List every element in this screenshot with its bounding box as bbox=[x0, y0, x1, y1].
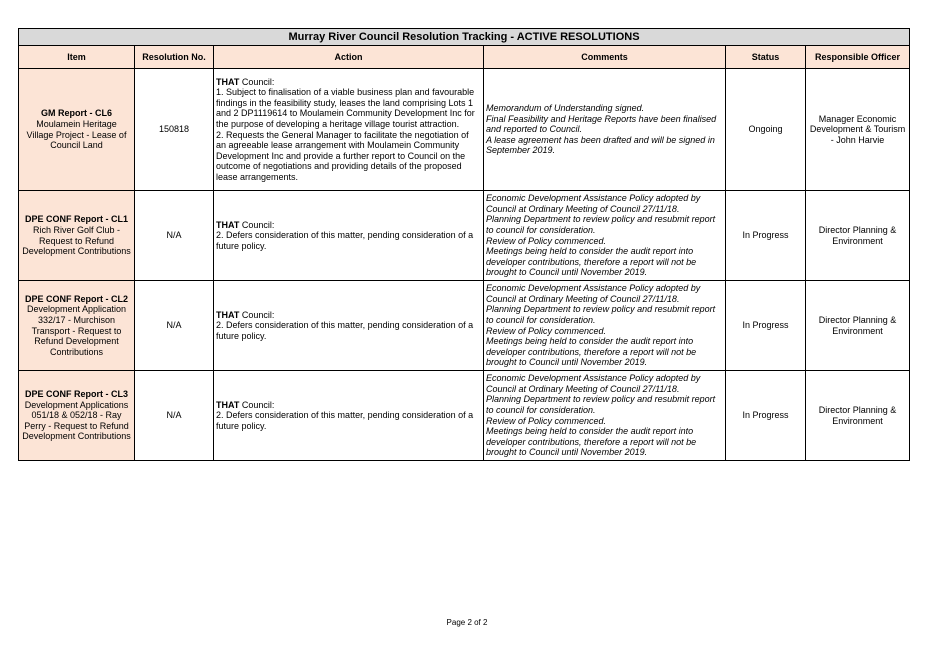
comment-line: Memorandum of Understanding signed. bbox=[486, 103, 645, 114]
item-cell bbox=[19, 191, 135, 281]
table-row bbox=[19, 281, 910, 371]
item-title: GM Report - CL6 bbox=[41, 108, 112, 119]
comments-cell bbox=[484, 281, 726, 371]
status-value: In Progress bbox=[726, 371, 806, 461]
responsible-officer: Director Planning & Environment bbox=[806, 191, 910, 281]
action-lead: THAT bbox=[216, 219, 240, 230]
action-line: 2. Defers consideration of this matter, pending consideration of a future policy. bbox=[216, 320, 474, 341]
column-header-status: Status bbox=[726, 46, 806, 69]
action-lead-rest: Council: bbox=[239, 309, 275, 320]
status-value: In Progress bbox=[726, 191, 806, 281]
item-cell bbox=[19, 281, 135, 371]
column-header-resolution: Resolution No. bbox=[135, 46, 214, 69]
action-cell bbox=[214, 191, 484, 281]
item-title: DPE CONF Report - CL1 bbox=[24, 214, 128, 225]
action-lead: THAT bbox=[216, 399, 240, 410]
responsible-officer: Director Planning & Environment bbox=[806, 371, 910, 461]
resolution-tracking-table bbox=[18, 28, 910, 461]
item-description: Development Applications 051/18 & 052/18 - Ray Perry - Request to Refund Development Contributions bbox=[22, 399, 131, 442]
comments-cell bbox=[484, 191, 726, 281]
action-line: 2. Defers consideration of this matter, pending consideration of a future policy. bbox=[216, 410, 474, 431]
table-row bbox=[19, 371, 910, 461]
comment-line: Review of Policy commenced. bbox=[486, 415, 607, 426]
status-value: Ongoing bbox=[726, 69, 806, 191]
comment-line: Economic Development Assistance Policy adopted by Council at Ordinary Meeting of Council 27/11/18. bbox=[486, 283, 701, 304]
item-title: DPE CONF Report - CL2 bbox=[24, 293, 128, 304]
comment-line: Review of Policy commenced. bbox=[486, 235, 607, 246]
action-lead-rest: Council: bbox=[239, 219, 275, 230]
responsible-officer: Director Planning & Environment bbox=[806, 281, 910, 371]
action-lead-rest: Council: bbox=[239, 399, 275, 410]
comment-line: Planning Department to review policy and resubmit report to council for consideration. bbox=[486, 214, 716, 235]
resolution-number: N/A bbox=[135, 281, 214, 371]
comment-line: Meetings being held to consider the audit report into developer contributions, therefore a report will not be brought to Council until November 2019. bbox=[486, 246, 697, 278]
table-row bbox=[19, 191, 910, 281]
comment-line: Final Feasibility and Heritage Reports have been finalised and reported to Council. bbox=[486, 113, 717, 135]
comment-line: Economic Development Assistance Policy adopted by Council at Ordinary Meeting of Council 27/11/18. bbox=[486, 373, 701, 394]
action-intro bbox=[216, 310, 481, 321]
page-number: Page 2 of 2 bbox=[446, 618, 488, 627]
column-header-comments: Comments bbox=[484, 46, 726, 69]
table-row bbox=[19, 69, 910, 191]
comment-line: Planning Department to review policy and resubmit report to council for consideration. bbox=[486, 304, 716, 325]
comment-line: A lease agreement has been drafted and will be signed in September 2019. bbox=[486, 134, 715, 156]
comments-cell bbox=[484, 69, 726, 191]
comment-line: Economic Development Assistance Policy adopted by Council at Ordinary Meeting of Council 27/11/18. bbox=[486, 193, 701, 214]
action-lead: THAT bbox=[216, 76, 240, 87]
item-description: Rich River Golf Club - Request to Refund Development Contributions bbox=[22, 224, 131, 257]
action-intro bbox=[216, 220, 481, 231]
action-intro bbox=[216, 400, 481, 411]
action-lead-rest: Council: bbox=[239, 76, 275, 87]
item-cell bbox=[19, 371, 135, 461]
column-header-officer: Responsible Officer bbox=[806, 46, 910, 69]
comments-cell bbox=[484, 371, 726, 461]
resolution-number: 150818 bbox=[135, 69, 214, 191]
action-cell bbox=[214, 371, 484, 461]
action-intro bbox=[216, 77, 481, 88]
item-cell bbox=[19, 69, 135, 191]
action-line: 2. Defers consideration of this matter, pending consideration of a future policy. bbox=[216, 230, 474, 251]
resolution-number: N/A bbox=[135, 191, 214, 281]
responsible-officer: Manager Economic Development & Tourism - John Harvie bbox=[806, 69, 910, 191]
action-cell bbox=[214, 281, 484, 371]
column-header-item: Item bbox=[19, 46, 135, 69]
item-description: Moulamein Heritage Village Project - Lease of Council Land bbox=[26, 118, 127, 151]
comment-line: Review of Policy commenced. bbox=[486, 325, 607, 336]
action-line: 1. Subject to finalisation of a viable business plan and favourable findings in the feasibility study, leases the land comprising Lots 1 and 2 DP1119614 to Moulamein Community Development Inc for the purpose of developing a heritage village tourist attraction. bbox=[216, 87, 475, 129]
table-title: Murray River Council Resolution Tracking - ACTIVE RESOLUTIONS bbox=[19, 29, 910, 46]
item-title: DPE CONF Report - CL3 bbox=[24, 389, 128, 400]
comment-line: Planning Department to review policy and resubmit report to council for consideration. bbox=[486, 394, 716, 415]
action-lead: THAT bbox=[216, 309, 240, 320]
column-header-action: Action bbox=[214, 46, 484, 69]
resolution-number: N/A bbox=[135, 371, 214, 461]
status-value: In Progress bbox=[726, 281, 806, 371]
item-description: Development Application 332/17 - Murchison Transport - Request to Refund Development Contributions bbox=[26, 304, 127, 357]
comment-line: Meetings being held to consider the audit report into developer contributions, therefore a report will not be brought to Council until November 2019. bbox=[486, 426, 697, 458]
action-cell bbox=[214, 69, 484, 191]
action-line: 2. Requests the General Manager to facilitate the negotiation of an agreeable lease arrangement with Moulamein Community Development Inc and provide a further report to Council on the outcome of negotiations and providing details of the proposed lease arrangements. bbox=[216, 129, 469, 182]
comment-line: Meetings being held to consider the audit report into developer contributions, therefore a report will not be brought to Council until November 2019. bbox=[486, 336, 697, 368]
